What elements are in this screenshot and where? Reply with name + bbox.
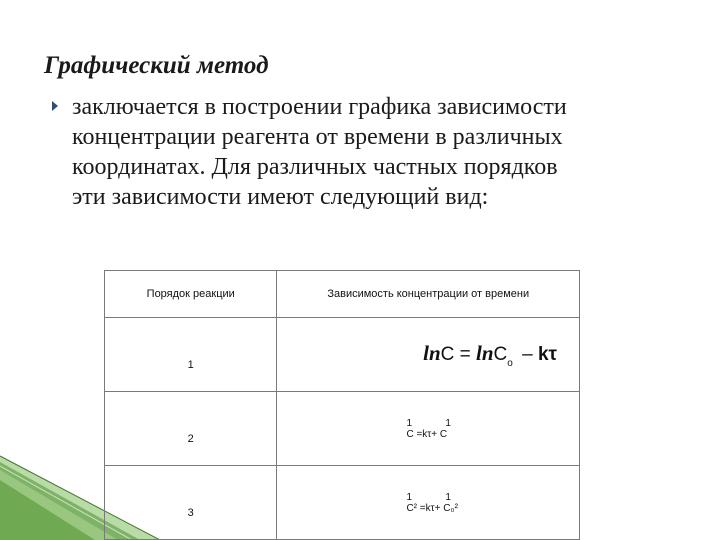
bullet-line: заключается в построении графика зависимости [72,94,567,120]
order-value: 1 [105,318,277,392]
table-row [105,318,580,392]
header-dependence: Зависимость концентрации от времени [277,271,580,318]
formula-cell [277,392,580,466]
bullet-text [72,92,672,212]
formula-cell [277,466,580,540]
slide-title: Графический метод [44,52,269,79]
table-header-row [105,271,580,318]
table-row [105,466,580,540]
table-row [105,392,580,466]
reaction-order-table [104,270,580,540]
header-order: Порядок реакции [105,271,277,318]
bullet-arrow-icon [52,101,58,111]
bullet-line: концентрации реагента от времени в различных [72,124,563,150]
formula-cell [277,318,580,392]
formula-first-order: lnC = lnC$_o$ – kτ [423,340,557,369]
formula-second-order: 1 1 C =kτ+ C [406,417,451,440]
order-value: 2 [105,392,277,466]
bullet-line: эти зависимости имеют следующий вид: [72,184,489,210]
order-value: 3 [105,466,277,540]
bullet-item [52,92,672,212]
formula-third-order: 1 1 C² =kτ+ C₀² [406,491,458,514]
bullet-line: координатах. Для различных частных порядков [72,154,558,180]
